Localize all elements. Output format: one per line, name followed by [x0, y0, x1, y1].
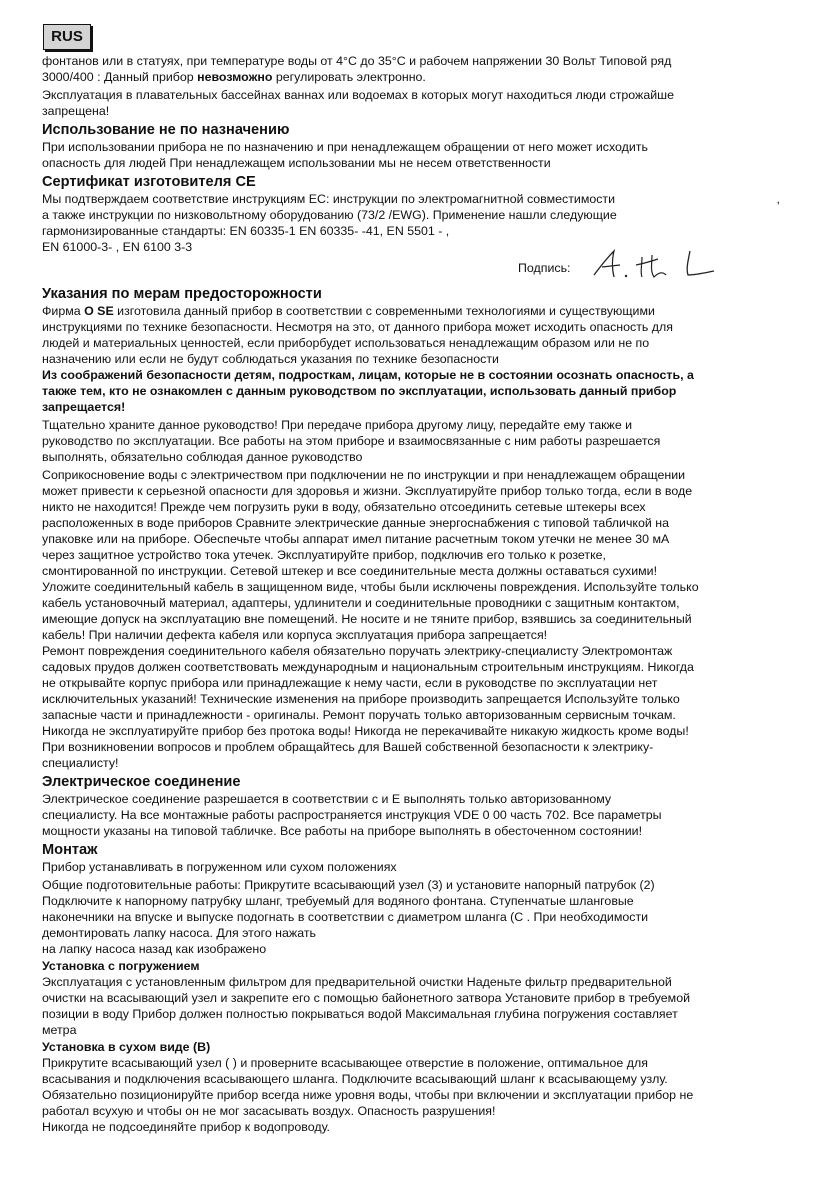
paragraph-line: исключительных указаний! Технические изменения на приборе производить запрещается Используйте только [42, 692, 680, 706]
paragraph-line: Общие подготовительные работы: Прикрутите всасывающий узел (3) и установите напорный патрубок (2) [42, 878, 655, 892]
paragraph-line: позиции в воду Прибор должен полностью покрываться водой Максимальная глубина погружения составляет [42, 1007, 678, 1021]
paragraph-line [42, 191, 790, 207]
paragraph-line: назначению или если не будут соблюдаться указания по технике безопасности [42, 352, 499, 366]
intro-line: фонтанов или в статуях, при температуре воды от 4°C до 35°C и рабочем напряжении 30 Вольт Типовой ряд [42, 54, 672, 68]
ce-text: Мы подтверждаем соответствие инструкциям ЕС: инструкции по электромагнитной совместимости [42, 192, 616, 206]
paragraph-line: специалисту. На все монтажные работы распространяется инструкция VDE 0 00 часть 702. Все параметры [42, 808, 662, 822]
safety-text: изготовила данный прибор в соответствии с современными технологиями и существующими [113, 304, 655, 318]
warning-line: запрещается! [42, 400, 126, 414]
paragraph-line: метра [42, 1023, 77, 1037]
heading-mounting: Монтаж [42, 842, 98, 858]
paragraph-line: Эксплуатация с установленным фильтром для предварительной очистки Наденьте фильтр предварительной [42, 975, 672, 989]
signature-row [42, 255, 790, 283]
paragraph-line: наконечники на впуске и выпуске подогнать в соответствии с диаметром шланга (C . При необходимости [42, 910, 649, 924]
paragraph-line: Ремонт повреждения соединительного кабеля обязательно поручать электрику-специалисту Электромонтаж [42, 644, 673, 658]
safety-text: Фирма [42, 304, 85, 318]
paragraph-line: людей и материальных ценностей, если приборбудет использоваться ненадлежащим образом или не по [42, 336, 650, 350]
paragraph-line: очистки на всасывающий узел и закрепите его с помощью байонетного затвора Установите прибор в требуемой [42, 991, 691, 1005]
warning-line: также тем, кто не ознакомлен с данным руководством по эксплуатации, использовать данный прибор [42, 384, 677, 398]
paragraph-line: Подключите к напорному патрубку шланг, требуемый для водяного фонтана. Ступенчатые шланговые [42, 894, 634, 908]
paragraph-line: всасывания и подключения всасывающего шланга. Подключите всасывающий шланг к всасывающему узлу. [42, 1072, 668, 1086]
paragraph-line: никто не находится! Прежде чем погрузить руки в воду, обязательно отсоединить сетевые штекеры всех [42, 500, 646, 514]
paragraph-line: может привести к серьезной опасности для здоровья и жизни. Эксплуатируйте прибор только тогда, если в воде [42, 484, 693, 498]
paragraph-line: имеющие допуск на эксплуатацию вне помещений. Не носите и не тяните прибор, взявшись за соединительный [42, 612, 692, 626]
paragraph-line: руководство по эксплуатации. Все работы на этом приборе и взаимосвязанные с ним работы разрешается [42, 434, 661, 448]
ce-comma: , [776, 192, 780, 206]
paragraph-line: кабель! При наличии дефекта кабеля или корпуса эксплуатация прибора запрещается! [42, 628, 548, 642]
heading-submerged: Установка с погружением [42, 959, 200, 973]
paragraph-line: кабель установочный материал, адаптеры, удлинители и соединительные проводники с защитным контактом, [42, 596, 680, 610]
paragraph-line: Обязательно позиционируйте прибор всегда ниже уровня воды, чтобы при включении и эксплуатации прибор не [42, 1088, 694, 1102]
paragraph-line [42, 303, 790, 319]
signature-image [590, 247, 720, 281]
company-name: O SE [84, 304, 114, 318]
warning-line: Из соображений безопасности детям, подросткам, лицам, которые не в состоянии осознать опасность, а [42, 368, 694, 382]
paragraph-line: Никогда не эксплуатируйте прибор без протока воды! Никогда не перекачивайте никакую жидкость кроме воды! [42, 724, 689, 738]
intro-line [42, 69, 790, 85]
paragraph-line: работал всухую и чтобы он не мог засасывать воздух. Опасность разрушения! [42, 1104, 496, 1118]
paragraph-line: Электрическое соединение разрешается в соответствии с и E выполнять только авторизованному [42, 792, 612, 806]
paragraph-line: Соприкосновение воды с электричеством при подключении не по инструкции и при ненадлежащем обращении [42, 468, 686, 482]
heading-safety: Указания по мерам предосторожности [42, 286, 322, 302]
heading-dry: Установка в сухом виде (B) [42, 1040, 211, 1054]
paragraph-line: Прикрутите всасывающий узел ( ) и проверните всасывающее отверстие в положение, оптимальное для [42, 1056, 648, 1070]
heading-misuse: Использование не по назначению [42, 122, 290, 138]
paragraph-line: Никогда не подсоединяйте прибор к водопроводу. [42, 1120, 330, 1134]
paragraph-line: расположенных в воде приборов Сравните электрические данные энергоснабжения с типовой табличкой на [42, 516, 669, 530]
paragraph-line: Уложите соединительный кабель в защищенном виде, чтобы были исключены повреждения. Используйте только [42, 580, 699, 594]
paragraph-line: специалисту! [42, 756, 119, 770]
paragraph-line: упаковке или на приборе. Обеспечьте чтобы аппарат имел питание расчетным током утечки не менее 30 мА [42, 532, 670, 546]
paragraph-line: выполнять, обязательно соблюдая данное руководство [42, 450, 363, 464]
paragraph-line: гармонизированные стандарты: EN 60335-1 EN 60335- -41, EN 5501 - , [42, 224, 450, 238]
intro-text: регулировать электронно. [272, 70, 426, 84]
paragraph-line: инструкциями по технике безопасности. Несмотря на это, от данного прибора может исходить опасность для [42, 320, 673, 334]
signature-label: Подпись: [518, 261, 571, 275]
paragraph-line: опасность для людей При ненадлежащем использовании мы не несем ответственности [42, 156, 551, 170]
intro-emphasis: невозможно [197, 70, 273, 84]
paragraph-line: мощности указаны на типовой табличке. Все работы на приборе выполнять в обесточенном состоянии! [42, 824, 643, 838]
paragraph-line: на лапку насоса назад как изображено [42, 942, 267, 956]
paragraph-line: запасные части и принадлежности - оригиналы. Ремонт поручать только авторизованным сервисным точкам. [42, 708, 676, 722]
intro-line: Эксплуатация в плавательных бассейнах ваннах или водоемах в которых могут находиться люди строжайше [42, 88, 674, 102]
language-badge: RUS [43, 24, 91, 50]
paragraph-line: При использовании прибора не по назначению и при ненадлежащем обращении от него может исходить [42, 140, 648, 154]
paragraph-line: При возникновении вопросов и проблем обращайтесь для Вашей собственной безопасности к электрику- [42, 740, 654, 754]
paragraph-line: через защитное устройство тока утечек. Эксплуатируйте прибор, подключив его только к розетке, [42, 548, 606, 562]
paragraph-line: демонтировать лапку насоса. Для этого нажать [42, 926, 316, 940]
page-content [42, 53, 790, 1135]
intro-text: 3000/400 : Данный прибор [42, 70, 198, 84]
paragraph-line: не открывайте корпус прибора или принадлежащие к нему части, если в руководстве по эксплуатации нет [42, 676, 658, 690]
paragraph-line: смонтированной по инструкции. Сетевой штекер и все соединительные места должны оставаться сухими! [42, 564, 658, 578]
paragraph-line: EN 61000-3- , EN 6100 3-3 [42, 240, 193, 254]
paragraph-line: Тщательно храните данное руководство! При передаче прибора другому лицу, передайте ему также и [42, 418, 633, 432]
heading-ce: Сертификат изготовителя СЕ [42, 174, 256, 190]
intro-line: запрещена! [42, 104, 110, 118]
heading-electrical: Электрическое соединение [42, 774, 241, 790]
paragraph-line: а также инструкции по низковольтному оборудованию (73/2 /EWG). Применение нашли следующие [42, 208, 617, 222]
paragraph-line: Прибор устанавливать в погруженном или сухом положениях [42, 860, 397, 874]
paragraph-line: садовых прудов должен соответствовать международным и национальным строительным инструкциям. Никогда [42, 660, 694, 674]
